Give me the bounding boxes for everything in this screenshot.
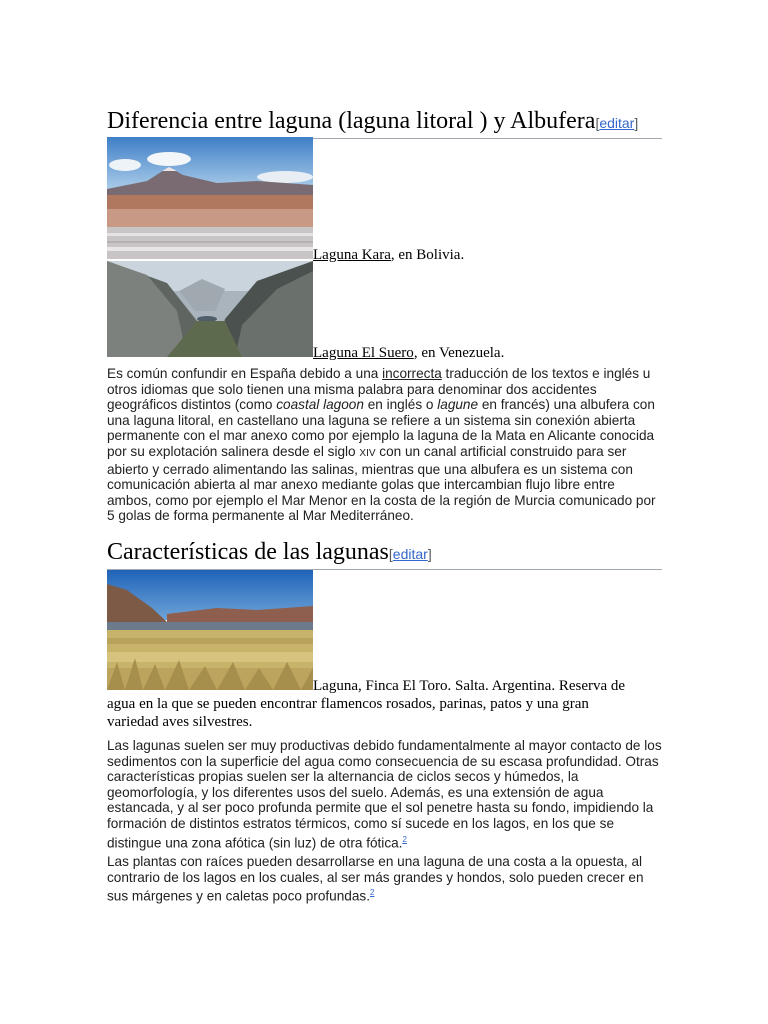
paragraph-plantas: [107, 854, 662, 904]
section-title: Diferencia entre laguna (laguna litoral ) y Albufera: [107, 108, 596, 134]
paragraph-text: traducción de los textos e inglés u otros idiomas que solo tienen una misma palabra para denominar dos accidentes geográficos distintos (como: [107, 366, 651, 413]
paragraph-productividad: [107, 738, 662, 851]
figure-laguna-el-suero: [107, 261, 662, 362]
laguna-el-suero-caption: , en Venezuela.: [413, 345, 505, 361]
paragraph-text: Las lagunas suelen ser muy productivas debido fundamentalmente al mayor contacto de los sedimentos con la superficie del agua como consecuencia de su escasa profundidad. Otras características propias suelen ser la alternancia de ciclos secos y húmedos, la geomorfología, y los diferentes usos del suelo. Además, es una extensión de agua estancada, y al ser poco profunda permite que el sol penetre hasta su fondo, impidiendo la formación de distintos estratos térmicos, como sí sucede en los lagos, en los que se distingue una zona afótica (sin luz) de otra fótica.: [107, 738, 662, 851]
laguna-kara-caption: , en Bolivia.: [390, 247, 465, 263]
edit-section-link-wrapper: [389, 546, 432, 562]
finca-el-toro-image[interactable]: [107, 570, 313, 695]
laguna-el-suero-link[interactable]: Laguna El Suero: [313, 345, 414, 361]
laguna-kara-link[interactable]: Laguna Kara: [313, 247, 391, 263]
paragraph-text: Es común confundir en España debido a una: [107, 366, 383, 381]
figure-finca-el-toro: [107, 570, 637, 731]
century-numeral: XIV: [359, 447, 376, 459]
edit-bracket-open: [: [388, 546, 393, 562]
laguna-el-suero-image[interactable]: [107, 261, 313, 362]
paragraph-emphasis: coastal lagoon: [276, 397, 364, 413]
edit-section-link-wrapper: [595, 115, 638, 131]
paragraph-text: con un canal artificial construido para ser abierto y cerrado alimentando las salinas, mientras que una albufera es un sistema con comunicación abierta al mar anexo mediante golas que intercambian flujo libre entre ambos, como por ejemplo el Mar Menor en la costa de la región de Murcia comunicado por 5 golas de forma permanente al Mar Mediterráneo.: [107, 443, 656, 524]
edit-bracket-open: [: [595, 115, 600, 131]
edit-bracket-close: ]: [427, 546, 432, 562]
paragraph-confusion: [107, 366, 662, 524]
finca-el-toro-caption: Laguna, Finca El Toro. Salta. Argentina. Reserva de agua en la que se pueden encontrar flamencos rosados, parinas, patos y una gran variedad aves silvestres.: [107, 678, 626, 730]
paragraph-text: en francés) una albufera con una laguna litoral, en castellano una laguna se refiere a un sistema sin conexión abierta permanente con el mar anexo como por ejemplo la laguna de la Mata en Alicante conocida por su explotación salinera desde el siglo: [107, 397, 655, 459]
reference-link[interactable]: 2: [369, 888, 375, 898]
paragraph-emphasis: lagune: [437, 397, 479, 413]
section-heading-caracteristicas: [107, 538, 662, 570]
paragraph-text: Las plantas con raíces pueden desarrollarse en una laguna de una costa a la opuesta, al contrario de los lagos en los cuales, al ser más grandes y hondos, solo pueden crecer en sus márgenes y en caletas poco profundas.: [107, 854, 644, 904]
section-heading-diferencia: [107, 107, 662, 139]
edit-section-link[interactable]: editar: [392, 546, 428, 562]
paragraph-text: en inglés o: [363, 397, 438, 413]
edit-section-link[interactable]: editar: [599, 115, 635, 131]
figure-laguna-kara: [107, 137, 662, 264]
incorrecta-link[interactable]: incorrecta: [382, 366, 442, 381]
edit-bracket-close: ]: [634, 115, 639, 131]
section-title: Características de las lagunas: [107, 539, 389, 565]
laguna-kara-image[interactable]: [107, 137, 313, 264]
reference-link[interactable]: 2: [402, 834, 407, 844]
